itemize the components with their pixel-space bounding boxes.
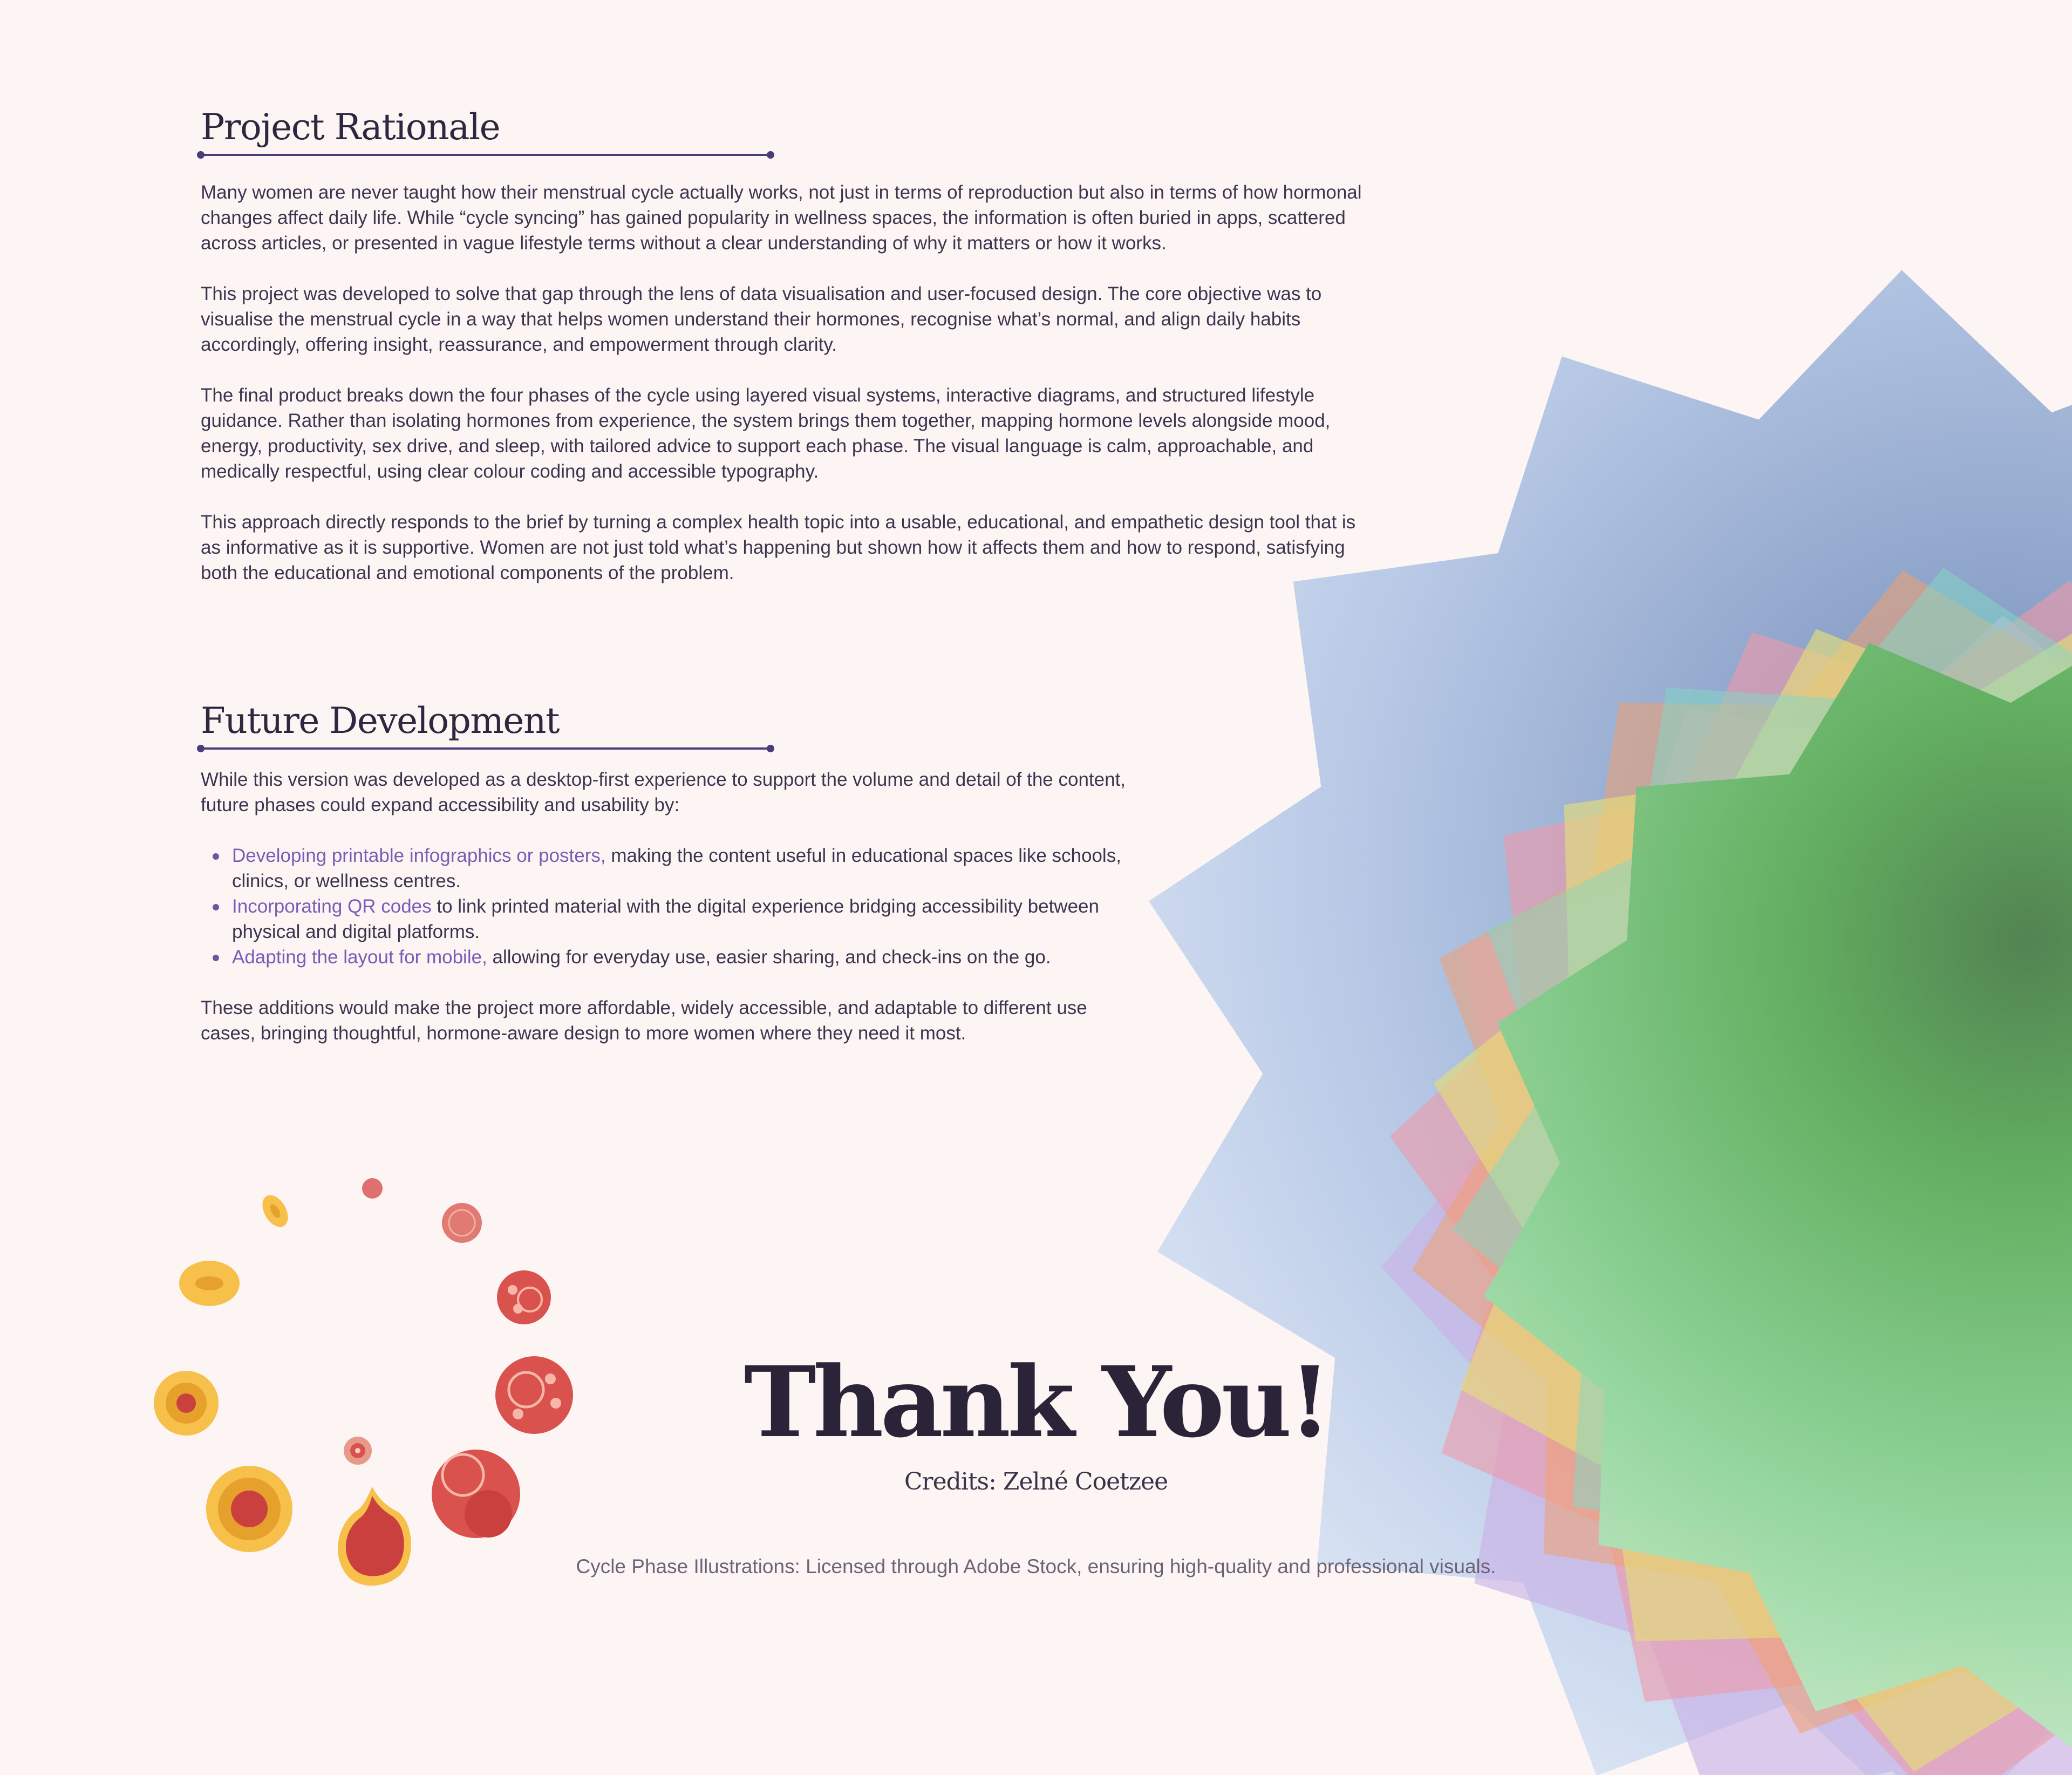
rationale-paragraph-2: This project was developed to solve that gap through the lens of data visualisation and user-focused design. The core objective was to visualise the menstrual cycle in a way that helps women understand their hormones, recognise what’s normal, and align daily habits accordingly, offering insight, reassurance, and empowerment through clarity.: [201, 283, 1322, 355]
future-intro: While this version was developed as a desktop-first experience to support the volume and detail of the content, future phases could expand accessibility and usability by:: [201, 769, 1126, 815]
ovulating-follicle: [338, 1487, 411, 1586]
list-item-text: allowing for everyday use, easier sharing, and check-ins on the go.: [487, 946, 1051, 968]
corpus-albicans: [257, 1191, 294, 1231]
list-item-text: to link printed material with the digital experience bridging accessibility between physical and digital platforms.: [232, 895, 1099, 942]
thank-you-title: Thank You!: [744, 1345, 1328, 1459]
rationale-paragraph-4: This approach directly responds to the brief by turning a complex health topic into a usable, educational, and empathetic design tool that is as informative as it is supportive. Women are not just told what’s happening but shown how it affects them and how to respond, satisfying both the educational and emotional components of the problem.: [201, 511, 1356, 583]
project-rationale-heading: Project Rationale: [201, 106, 500, 148]
follicle-small-red-1: [362, 1178, 383, 1199]
follicle-dominant-red: [432, 1450, 520, 1538]
future-list: [201, 843, 1129, 970]
corpus-luteum-regressing: [179, 1261, 240, 1306]
future-development-heading: Future Development: [201, 700, 560, 742]
corpus-luteum-large: [206, 1466, 292, 1552]
rationale-paragraph-1: Many women are never taught how their menstrual cycle actually works, not just in terms of reproduction but also in terms of how hormonal changes affect daily life. While “cycle syncing” has gained popularity in wellness spaces, the information is often buried in apps, scattered across articles, or presented in vague lifestyle terms without a clear understanding of why it matters or how it works.: [201, 181, 1362, 254]
future-outro: These additions would make the project more affordable, widely accessible, and adaptable to different use cases, bringing thoughtful, hormone-aware design to more women where they need it most.: [201, 997, 1087, 1044]
list-item-text: making the content useful in educational spaces like schools, clinics, or wellness centres.: [232, 845, 1121, 892]
corpus-luteum-medium: [154, 1371, 219, 1436]
licence-note: Cycle Phase Illustrations: Licensed through Adobe Stock, ensuring high-quality and professional visuals.: [576, 1555, 1496, 1577]
project-rationale-section: [201, 108, 1377, 586]
list-item-highlight: Developing printable infographics or posters,: [232, 845, 606, 866]
rationale-paragraph-3: The final product breaks down the four phases of the cycle using layered visual systems, interactive diagrams, and structured lifestyle guidance. Rather than isolating hormones from experience, the system brings them together, mapping hormone levels alongside mood, energy, productivity, sex drive, and sleep, with tailored advice to support each phase. The visual language is calm, approachable, and medically respectful, using clear colour coding and accessible typography.: [201, 384, 1331, 482]
list-item-highlight: Adapting the layout for mobile,: [232, 946, 487, 968]
list-item: [201, 894, 1129, 944]
list-item: [201, 944, 1129, 970]
follicle-medium-red: [497, 1270, 551, 1324]
heading-divider: [201, 747, 771, 750]
list-item: [201, 843, 1129, 894]
follicle-small-red-2: [442, 1203, 482, 1243]
follicle-large-red: [495, 1356, 573, 1434]
released-egg: [344, 1437, 372, 1465]
future-development-section: [201, 702, 1129, 1046]
list-item-highlight: Incorporating QR codes: [232, 895, 432, 917]
heading-divider: [201, 154, 771, 156]
credits-line: Credits: Zelné Coetzee: [904, 1468, 1168, 1495]
